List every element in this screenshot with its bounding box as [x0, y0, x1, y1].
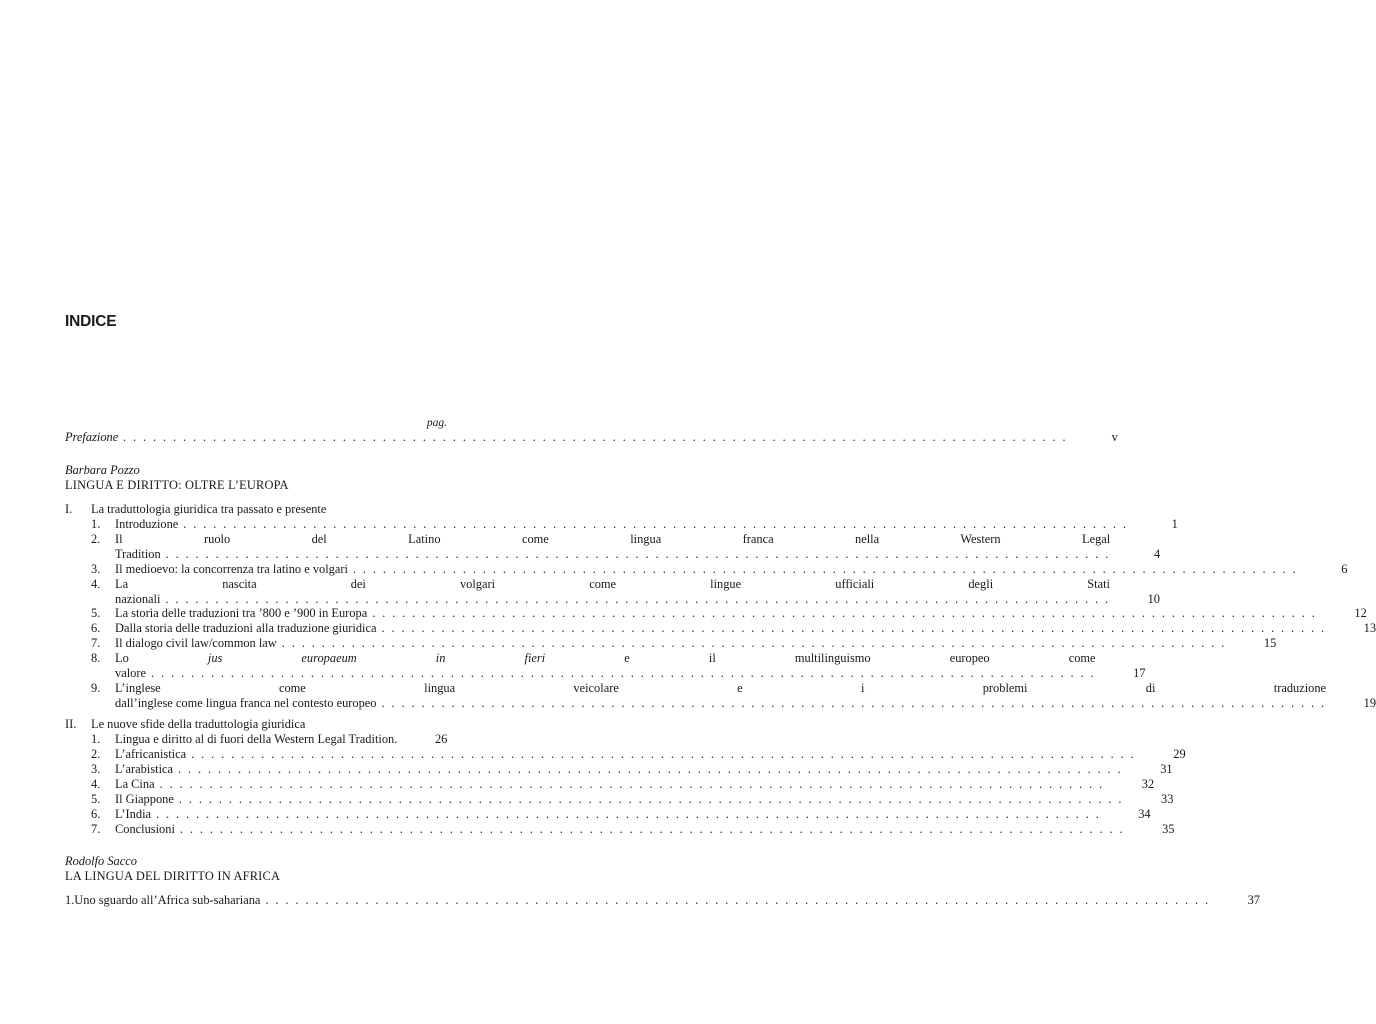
toc-entry-label-line: La nascita dei volgari come lingue ufficiali degli Stati: [115, 577, 1110, 591]
page-title: INDICE: [65, 313, 117, 330]
toc-page-number: 15: [1263, 636, 1277, 650]
toc-entry[interactable]: [65, 606, 1367, 621]
toc-entry-label: nazionali . . .: [115, 592, 1110, 607]
toc-entry[interactable]: [65, 792, 1174, 807]
toc-entry[interactable]: [65, 532, 1161, 562]
chapter-number: I.: [65, 502, 73, 516]
toc-entry-number: 3.: [91, 762, 101, 776]
toc-page-number: 31: [1160, 762, 1173, 776]
toc-entry[interactable]: [65, 681, 1376, 711]
toc-entry[interactable]: [65, 807, 1151, 822]
toc-page-number: 29: [1173, 747, 1186, 761]
toc-entry[interactable]: [65, 762, 1173, 777]
toc-entry-label: dall’inglese come lingua franca nel contesto europeo . . .: [115, 696, 1326, 711]
toc-entry-number: 1.: [91, 732, 101, 746]
toc-page-number: 6: [1341, 562, 1348, 576]
toc-entry-number: 7.: [91, 822, 101, 836]
toc-entry-label: L’africanistica . . .: [115, 747, 1136, 762]
pag-label: pag.: [426, 417, 447, 429]
toc-entry-label: Il dialogo civil law/common law . . .: [115, 636, 1226, 651]
toc-entry-number: 4.: [91, 777, 101, 791]
toc-entry-number: 5.: [91, 606, 101, 620]
section-author: Rodolfo Sacco: [65, 854, 137, 868]
toc-page-number: 17: [1133, 666, 1146, 680]
section-title: LINGUA E DIRITTO: OLTRE L’EUROPA: [65, 478, 289, 492]
toc-page-number: 12: [1354, 606, 1367, 620]
toc-entry[interactable]: [65, 822, 1175, 837]
toc-entry-label: Uno sguardo all’Africa sub-sahariana . . .: [74, 893, 1210, 908]
toc-entry-label-line: Il ruolo del Latino come lingua franca nella Western Legal: [115, 532, 1111, 546]
toc-entry-label: La Cina . . .: [115, 777, 1104, 792]
toc-entry-label: L’India . . .: [115, 807, 1101, 822]
toc-entry[interactable]: [65, 577, 1160, 607]
toc-entry[interactable]: [65, 636, 1277, 651]
toc-page-number: 32: [1141, 777, 1155, 791]
toc-entry-label: Conclusioni . . .: [115, 822, 1124, 837]
chapter-title: Le nuove sfide della traduttologia giuridica: [91, 717, 306, 731]
toc-entry-label-line: L’inglese come lingua veicolare e i problemi di traduzione: [115, 681, 1327, 695]
toc-entry-number: 8.: [91, 651, 101, 665]
toc-entry-label-line: Lo jus europaeum in fieri e il multilinguismo europeo come: [115, 651, 1096, 665]
toc-entry-number: 1.: [65, 893, 75, 907]
toc-page-number: v: [1111, 430, 1118, 444]
toc-entry-prefazione[interactable]: [65, 430, 1118, 445]
toc-entry-label: Lingua e diritto al di fuori della Western Legal Tradition.: [115, 732, 398, 746]
toc-page-number: 19: [1363, 696, 1376, 710]
toc-entry-label: valore . . .: [115, 666, 1096, 681]
toc-page-number: 35: [1162, 822, 1175, 836]
toc-entry-label: La storia delle traduzioni tra ’800 e ’900 in Europa . . .: [115, 606, 1317, 621]
toc-entry-number: 5.: [91, 792, 101, 806]
toc-entry-number: 4.: [91, 577, 101, 591]
toc-page-number: 34: [1138, 807, 1151, 821]
toc-entry[interactable]: [65, 621, 1376, 636]
toc-entry-number: 6.: [91, 807, 101, 821]
toc-page-number: 1: [1171, 517, 1178, 531]
chapter-title: La traduttologia giuridica tra passato e presente: [91, 502, 327, 516]
chapter-number: II.: [65, 717, 77, 731]
toc-entry-number: 9.: [91, 681, 101, 695]
toc-entry-number: 3.: [91, 562, 101, 576]
section-title: LA LINGUA DEL DIRITTO IN AFRICA: [65, 869, 281, 883]
toc-entry[interactable]: [65, 651, 1146, 681]
toc-entry-number: 2.: [91, 747, 101, 761]
toc-page-number: 4: [1154, 547, 1161, 561]
toc-entry-label: L’arabistica . . .: [115, 762, 1123, 777]
toc-entry[interactable]: [65, 777, 1155, 792]
toc-page-number: 26: [434, 732, 448, 746]
toc-entry-label: Tradition . . .: [115, 547, 1110, 562]
toc-entry-label: Dalla storia delle traduzioni alla traduzione giuridica . . .: [115, 621, 1326, 636]
chapter-heading: [65, 502, 447, 517]
toc-entry[interactable]: [65, 562, 1348, 577]
toc-entry-number: 2.: [91, 532, 101, 546]
toc-entry-number: 7.: [91, 636, 101, 650]
chapter-heading: [65, 717, 447, 732]
toc-page-number: 37: [1247, 893, 1260, 907]
toc-entry-label: Prefazione . . .: [65, 430, 1068, 445]
toc-entry-number: 6.: [91, 621, 101, 635]
toc-entry[interactable]: [65, 747, 1186, 762]
toc-entry[interactable]: [65, 732, 447, 747]
toc-page-number: 10: [1147, 592, 1160, 606]
toc-page-number: 33: [1161, 792, 1174, 806]
toc-entry-label: Il medioevo: la concorrenza tra latino e volgari . . .: [115, 562, 1297, 577]
toc-entry[interactable]: [65, 893, 1260, 908]
toc-entry-label: Introduzione . . .: [115, 517, 1128, 532]
toc-entry-label: Il Giappone . . .: [115, 792, 1123, 807]
toc-entry-number: 1.: [91, 517, 101, 531]
toc-page-number: 13: [1363, 621, 1376, 635]
section-author: Barbara Pozzo: [65, 463, 140, 477]
toc-entry[interactable]: [65, 517, 1178, 532]
